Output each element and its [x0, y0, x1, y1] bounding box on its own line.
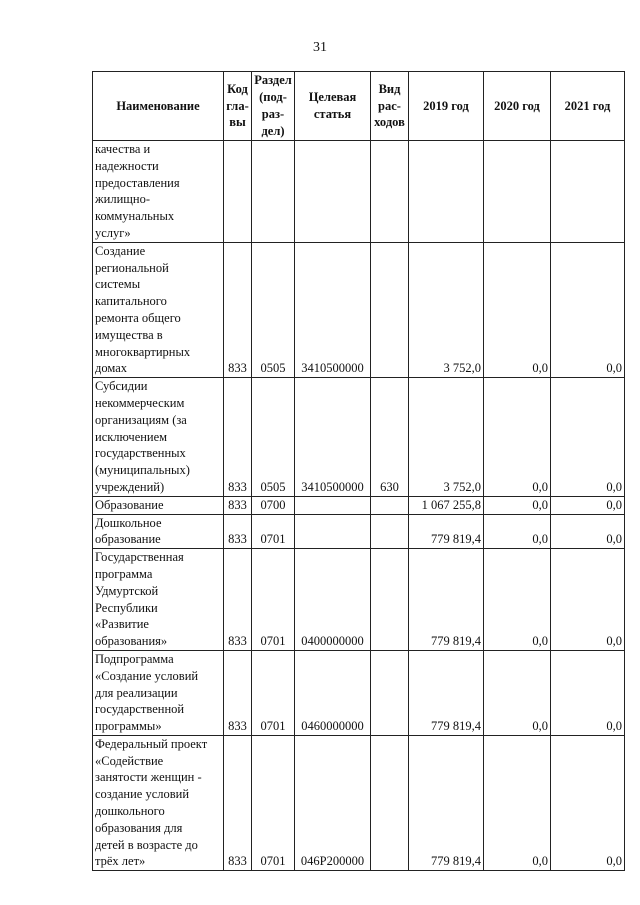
table-row	[93, 735, 625, 870]
row-section: 0701	[252, 735, 295, 870]
row-expense-type	[371, 514, 409, 549]
row-section: 0701	[252, 650, 295, 735]
row-name: Образование	[93, 496, 224, 514]
row-2020: 0,0	[484, 496, 551, 514]
row-target	[295, 496, 371, 514]
header-year-2020: 2020 год	[484, 72, 551, 141]
row-name: Субсидии некоммерческим организациям (за исключением государственных (муниципальных) учреждений)	[93, 378, 224, 497]
row-2019: 779 819,4	[409, 735, 484, 870]
header-row	[93, 72, 625, 141]
header-year-2019: 2019 год	[409, 72, 484, 141]
header-section: Раздел (под- раз- дел)	[252, 72, 295, 141]
row-2020: 0,0	[484, 735, 551, 870]
header-year-2021: 2021 год	[551, 72, 625, 141]
row-name: Создание региональной системы капитального ремонта общего имущества в многоквартирных домах	[93, 242, 224, 377]
row-target: 0400000000	[295, 549, 371, 651]
row-chapter: 833	[224, 549, 252, 651]
table-row	[93, 514, 625, 549]
row-2019: 779 819,4	[409, 650, 484, 735]
row-expense-type	[371, 549, 409, 651]
row-chapter	[224, 141, 252, 243]
row-chapter: 833	[224, 514, 252, 549]
row-name: Подпрограмма «Создание условий для реализации государственной программы»	[93, 650, 224, 735]
table-row	[93, 378, 625, 497]
row-target: 3410500000	[295, 242, 371, 377]
row-section: 0505	[252, 378, 295, 497]
row-target: 046P200000	[295, 735, 371, 870]
header-target-article: Целевая статья	[295, 72, 371, 141]
row-expense-type	[371, 650, 409, 735]
row-2021: 0,0	[551, 242, 625, 377]
row-2021: 0,0	[551, 650, 625, 735]
row-expense-type	[371, 735, 409, 870]
row-expense-type	[371, 496, 409, 514]
row-target: 0460000000	[295, 650, 371, 735]
row-2020: 0,0	[484, 650, 551, 735]
table-row	[93, 141, 625, 243]
row-chapter: 833	[224, 378, 252, 497]
table-row	[93, 650, 625, 735]
row-target	[295, 514, 371, 549]
row-chapter: 833	[224, 650, 252, 735]
row-2021: 0,0	[551, 514, 625, 549]
row-section: 0701	[252, 549, 295, 651]
row-section: 0505	[252, 242, 295, 377]
row-2020: 0,0	[484, 242, 551, 377]
table-row	[93, 242, 625, 377]
row-expense-type	[371, 242, 409, 377]
row-section: 0700	[252, 496, 295, 514]
row-target: 3410500000	[295, 378, 371, 497]
row-2020	[484, 141, 551, 243]
row-name: качества и надежности предоставления жилищно- коммунальных услуг»	[93, 141, 224, 243]
row-section	[252, 141, 295, 243]
row-chapter: 833	[224, 496, 252, 514]
row-2019: 779 819,4	[409, 549, 484, 651]
row-2021: 0,0	[551, 735, 625, 870]
table-row	[93, 496, 625, 514]
row-2019: 3 752,0	[409, 378, 484, 497]
row-2019: 779 819,4	[409, 514, 484, 549]
row-expense-type: 630	[371, 378, 409, 497]
row-name: Федеральный проект «Содействие занятости женщин - создание условий дошкольного образования для детей в возрасте до трёх лет»	[93, 735, 224, 870]
header-expense-type: Вид рас- ходов	[371, 72, 409, 141]
row-2021	[551, 141, 625, 243]
budget-table	[92, 71, 625, 871]
row-2019	[409, 141, 484, 243]
header-name: Наименование	[93, 72, 224, 141]
row-2021: 0,0	[551, 496, 625, 514]
row-expense-type	[371, 141, 409, 243]
table-row	[93, 549, 625, 651]
row-target	[295, 141, 371, 243]
row-2020: 0,0	[484, 549, 551, 651]
page-number: 31	[313, 40, 327, 55]
row-section: 0701	[252, 514, 295, 549]
row-name: Дошкольное образование	[93, 514, 224, 549]
row-2020: 0,0	[484, 378, 551, 497]
row-chapter: 833	[224, 242, 252, 377]
row-2021: 0,0	[551, 378, 625, 497]
row-chapter: 833	[224, 735, 252, 870]
header-chapter-code: Код гла- вы	[224, 72, 252, 141]
row-2020: 0,0	[484, 514, 551, 549]
row-2019: 3 752,0	[409, 242, 484, 377]
row-2021: 0,0	[551, 549, 625, 651]
row-2019: 1 067 255,8	[409, 496, 484, 514]
row-name: Государственная программа Удмуртской Республики «Развитие образования»	[93, 549, 224, 651]
